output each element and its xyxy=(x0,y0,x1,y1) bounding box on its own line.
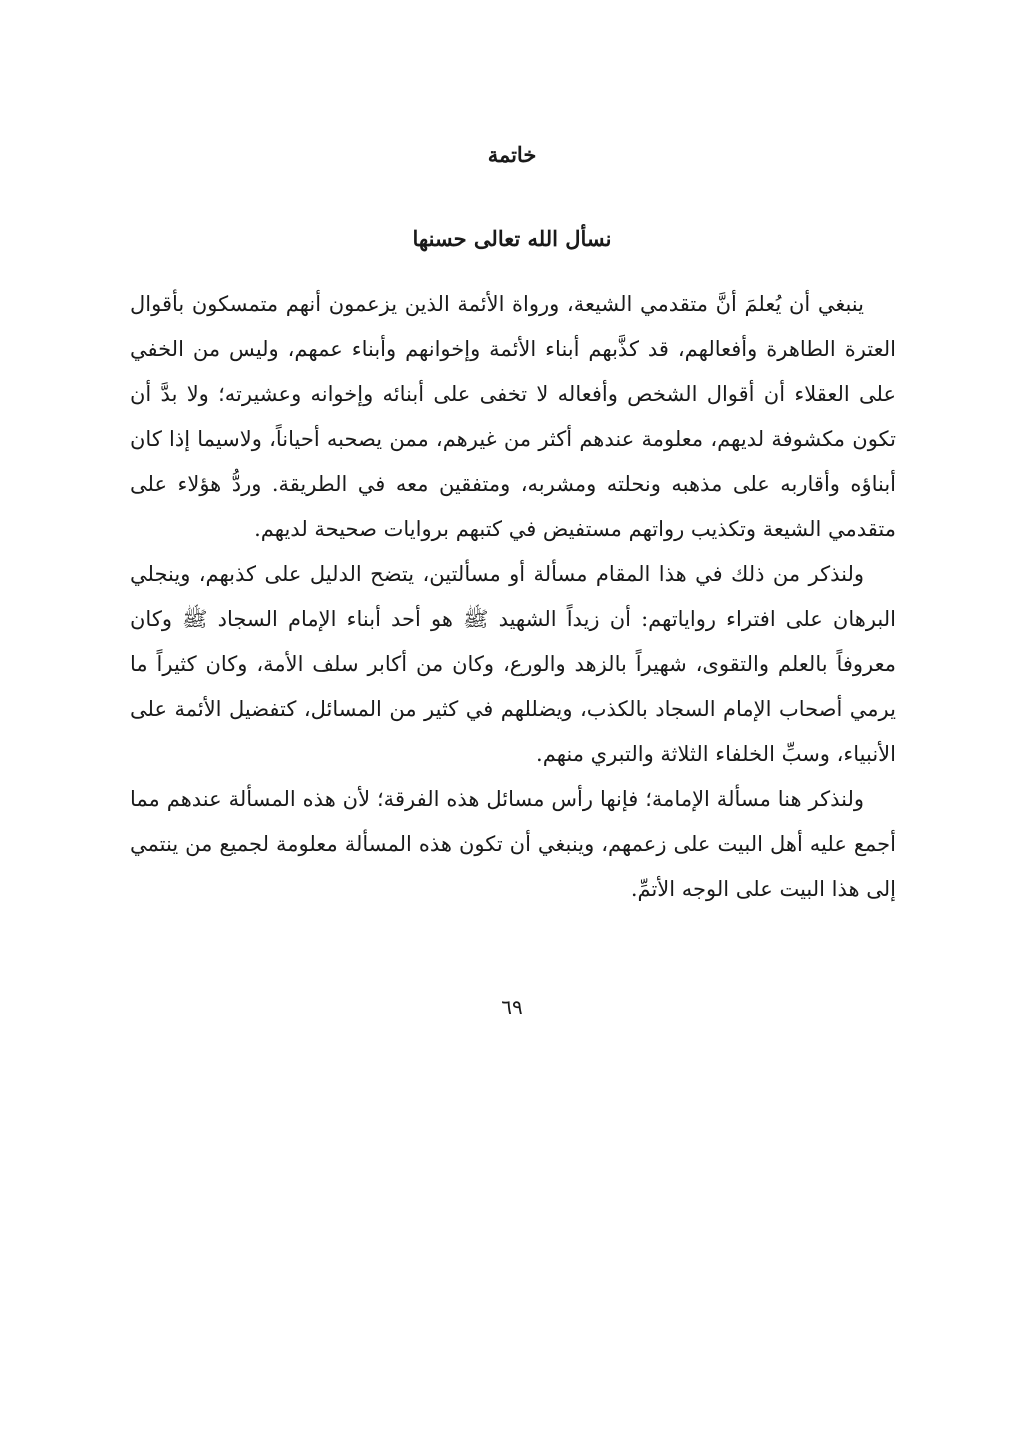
page-title: خاتمة xyxy=(487,142,537,167)
page-subtitle: نسأل الله تعالى حسنها xyxy=(412,226,612,251)
page-number: ٦٩ xyxy=(501,995,523,1019)
paragraph: ولنذكر هنا مسألة الإمامة؛ فإنها رأس مسائل هذه الفرقة؛ لأن هذه المسألة عندهم مما أجمع عليه أهل البيت على زعمهم، وينبغي أن تكون هذه المسألة معلومة لجميع من ينتمي إلى هذا البيت على الوجه الأتمِّ. xyxy=(130,787,896,901)
paragraph: ينبغي أن يُعلمَ أنَّ متقدمي الشيعة، ورواة الأئمة الذين يزعمون أنهم متمسكون بأقوال العترة الطاهرة وأفعالهم، قد كذَّبهم أبناء الأئمة وإخوانهم وأبناء عمهم، وليس من الخفي على العقلاء أن أقوال الشخص وأفعاله لا تخفى على أبنائه وإخوانه وعشيرته؛ ولا بدَّ أن تكون مكشوفة لديهم، معلومة عندهم أكثر من غيرهم، ممن يصحبه أحياناً، ولاسيما إذا كان أبناؤه وأقاربه على مذهبه ونحلته ومشربه، ومتفقين معه في الطريقة. وردُّ هؤلاء على متقدمي الشيعة وتكذيب رواتهم مستفيض في كتبهم بروايات صحيحة لديهم. xyxy=(130,292,896,541)
paragraph: ولنذكر من ذلك في هذا المقام مسألة أو مسألتين، يتضح الدليل على كذبهم، وينجلي البرهان على افتراء رواياتهم: أن زيداً الشهيد ﷺ هو أحد أبناء الإمام السجاد ﷺ وكان معروفاً بالعلم والتقوى، شهيراً بالزهد والورع، وكان من أكابر سلف الأمة، وكان كثيراً ما يرمي أصحاب الإمام السجاد بالكذب، ويضللهم في كثير من المسائل، كتفضيل الأئمة على الأنبياء، وسبِّ الخلفاء الثلاثة والتبري منهم. xyxy=(130,562,896,766)
body-text xyxy=(130,282,896,912)
